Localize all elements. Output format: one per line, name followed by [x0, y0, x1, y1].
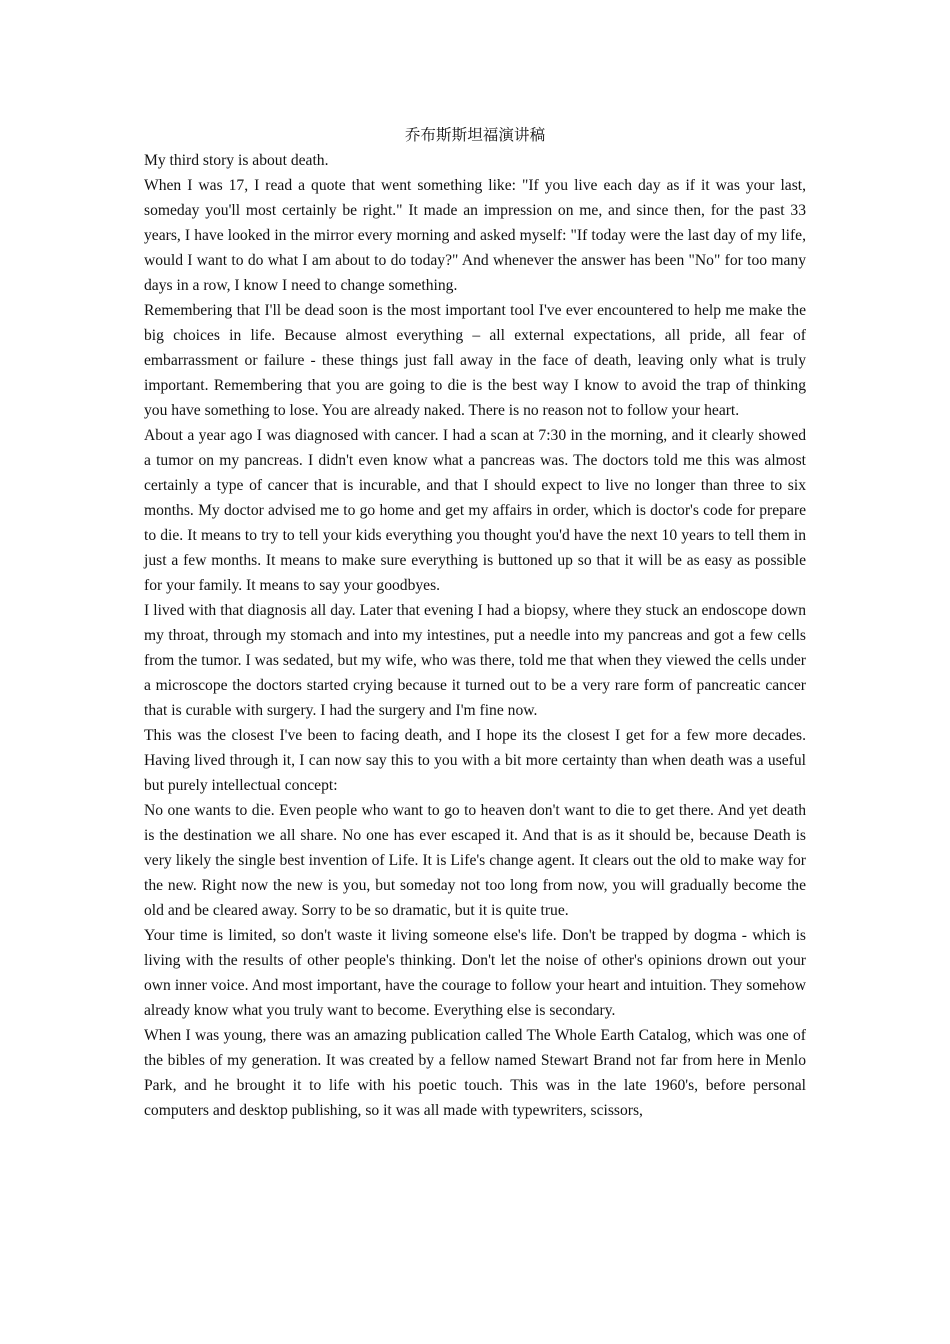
paragraph-2: When I was 17, I read a quote that went something like: "If you live each day as if it was your last, someday you'll most certainly be right." It made an impression on me, and since then, for the past 33 years, I have looked in the mirror every morning and asked myself: "If today were the last day of my life, would I want to do what I am about to do today?" And whenever the answer has been "No" for too many days in a row, I know I need to change something. [144, 177, 806, 294]
document-title: 乔布斯斯坦福演讲稿 [404, 126, 546, 144]
paragraph-1: My third story is about death. [144, 152, 329, 169]
paragraph-5: I lived with that diagnosis all day. Later that evening I had a biopsy, where they stuck an endoscope down my throat, through my stomach and into my intestines, put a needle into my pancreas and got a few cells from the tumor. I was sedated, but my wife, who was there, told me that when they viewed the cells under a microscope the doctors started crying because it turned out to be a very rare form of pancreatic cancer that is curable with surgery. I had the surgery and I'm fine now. [144, 602, 806, 719]
paragraph-8: Your time is limited, so don't waste it living someone else's life. Don't be trapped by dogma - which is living with the results of other people's thinking. Don't let the noise of other's opinions drown out your own inner voice. And most important, have the courage to follow your heart and intuition. They somehow already know what you truly want to become. Everything else is secondary. [144, 927, 806, 1019]
paragraph-3: Remembering that I'll be dead soon is the most important tool I've ever encountered to help me make the big choices in life. Because almost everything – all external expectations, all pride, all fear of embarrassment or failure - these things just fall away in the face of death, leaving only what is truly important. Remembering that you are going to die is the best way I know to avoid the trap of thinking you have something to lose. You are already naked. There is no reason not to follow your heart. [144, 302, 806, 419]
paragraph-6: This was the closest I've been to facing death, and I hope its the closest I get for a few more decades. Having lived through it, I can now say this to you with a bit more certainty than when death was a useful but purely intellectual concept: [144, 727, 806, 794]
paragraph-4: About a year ago I was diagnosed with cancer. I had a scan at 7:30 in the morning, and it clearly showed a tumor on my pancreas. I didn't even know what a pancreas was. The doctors told me this was almost certainly a type of cancer that is incurable, and that I should expect to live no longer than three to six months. My doctor advised me to go home and get my affairs in order, which is doctor's code for prepare to die. It means to try to tell your kids everything you thought you'd have the next 10 years to tell them in just a few months. It means to make sure everything is buttoned up so that it will be as easy as possible for your family. It means to say your goodbyes. [144, 427, 806, 594]
paragraph-9: When I was young, there was an amazing publication called The Whole Earth Catalog, which was one of the bibles of my generation. It was created by a fellow named Stewart Brand not far from here in Menlo Park, and he brought it to life with his poetic touch. This was in the late 1960's, before personal computers and desktop publishing, so it was all made with typewriters, scissors, [144, 1027, 806, 1119]
document-body [144, 123, 806, 1123]
paragraph-7: No one wants to die. Even people who want to go to heaven don't want to die to get there. And yet death is the destination we all share. No one has ever escaped it. And that is as it should be, because Death is very likely the single best invention of Life. It is Life's change agent. It clears out the old to make way for the new. Right now the new is you, but someday not too long from now, you will gradually become the old and be cleared away. Sorry to be so dramatic, but it is quite true. [144, 802, 806, 919]
